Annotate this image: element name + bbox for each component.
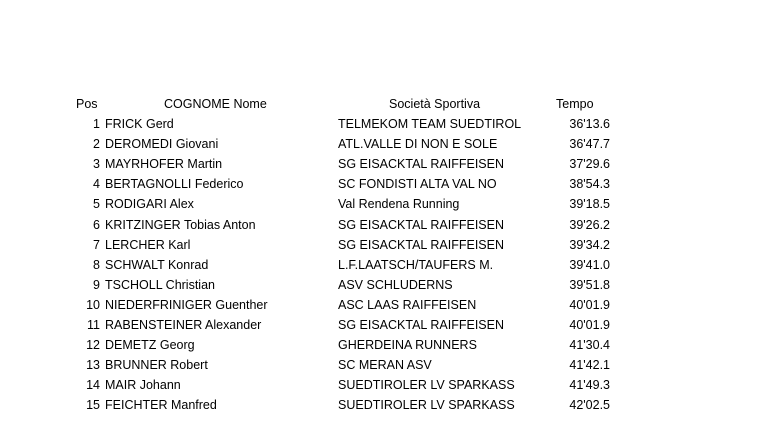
row-name: DEMETZ Georg bbox=[105, 338, 195, 353]
row-pos: 1 bbox=[93, 117, 100, 131]
row-club: L.F.LAATSCH/TAUFERS M. bbox=[338, 257, 494, 272]
row-pos: 12 bbox=[86, 338, 100, 353]
row-pos: 3 bbox=[93, 157, 100, 172]
row-club: GHERDEINA RUNNERS bbox=[338, 338, 477, 353]
row-club: SG EISACKTAL RAIFFEISEN bbox=[338, 318, 505, 332]
row-pos: 10 bbox=[86, 297, 100, 312]
table-row bbox=[0, 316, 768, 336]
row-club: SUEDTIROLER LV SPARKASS bbox=[338, 378, 515, 393]
table-row bbox=[0, 155, 768, 175]
row-name: FEICHTER Manfred bbox=[105, 398, 217, 413]
row-club: ATL.VALLE DI NON E SOLE bbox=[338, 137, 498, 152]
row-pos: 8 bbox=[93, 257, 100, 272]
row-name: FRICK Gerd bbox=[105, 117, 174, 131]
row-time: 39'41.0 bbox=[569, 257, 610, 272]
table-row bbox=[0, 376, 768, 396]
row-time: 37'29.6 bbox=[569, 157, 610, 172]
row-name: LERCHER Karl bbox=[105, 237, 191, 252]
row-name: BERTAGNOLLI Federico bbox=[105, 177, 244, 192]
table-row bbox=[0, 396, 768, 416]
row-club: ASV SCHLUDERNS bbox=[338, 277, 453, 292]
row-pos: 4 bbox=[93, 177, 100, 192]
table-row bbox=[0, 276, 768, 296]
row-time: 40'01.9 bbox=[569, 297, 610, 312]
row-time: 42'02.5 bbox=[569, 398, 610, 413]
table-header bbox=[0, 95, 768, 113]
row-time: 38'54.3 bbox=[569, 177, 610, 192]
row-time: 36'13.6 bbox=[569, 117, 610, 131]
row-pos: 5 bbox=[93, 197, 100, 212]
row-name: MAIR Johann bbox=[105, 378, 181, 393]
row-club: SG EISACKTAL RAIFFEISEN bbox=[338, 157, 505, 172]
table-row bbox=[0, 195, 768, 215]
row-club: ASC LAAS RAIFFEISEN bbox=[338, 297, 477, 312]
header-time: Tempo bbox=[556, 97, 594, 111]
row-pos: 6 bbox=[93, 217, 100, 232]
row-club: SG EISACKTAL RAIFFEISEN bbox=[338, 217, 505, 232]
row-pos: 7 bbox=[93, 237, 100, 252]
row-pos: 2 bbox=[93, 137, 100, 152]
row-time: 40'01.9 bbox=[569, 318, 610, 332]
header-pos: Pos bbox=[76, 97, 98, 111]
table-row bbox=[0, 135, 768, 155]
row-name: DEROMEDI Giovani bbox=[105, 137, 219, 152]
row-time: 39'26.2 bbox=[569, 217, 610, 232]
row-pos: 15 bbox=[86, 398, 100, 413]
row-pos: 13 bbox=[86, 358, 100, 373]
row-club: SC MERAN ASV bbox=[338, 358, 432, 373]
row-time: 41'42.1 bbox=[569, 358, 610, 373]
table-row bbox=[0, 296, 768, 316]
row-club: TELMEKOM TEAM SUEDTIROL bbox=[338, 117, 522, 131]
table-row bbox=[0, 356, 768, 376]
row-name: SCHWALT Konrad bbox=[105, 257, 209, 272]
row-club: SG EISACKTAL RAIFFEISEN bbox=[338, 237, 505, 252]
table-row bbox=[0, 115, 768, 135]
row-name: KRITZINGER Tobias Anton bbox=[105, 217, 256, 232]
row-club: SUEDTIROLER LV SPARKASS bbox=[338, 398, 515, 413]
row-pos: 9 bbox=[93, 277, 100, 292]
row-name: TSCHOLL Christian bbox=[105, 277, 215, 292]
table-row bbox=[0, 336, 768, 356]
table-row bbox=[0, 216, 768, 236]
row-name: NIEDERFRINIGER Guenther bbox=[105, 297, 268, 312]
row-name: BRUNNER Robert bbox=[105, 358, 208, 373]
table-row bbox=[0, 256, 768, 276]
table-row bbox=[0, 236, 768, 256]
row-time: 39'34.2 bbox=[569, 237, 610, 252]
table-row bbox=[0, 175, 768, 195]
row-time: 39'18.5 bbox=[569, 197, 610, 212]
row-pos: 11 bbox=[87, 318, 100, 332]
row-pos: 14 bbox=[86, 378, 100, 393]
header-name: COGNOME Nome bbox=[164, 97, 267, 111]
header-club: Società Sportiva bbox=[389, 97, 481, 111]
row-name: MAYRHOFER Martin bbox=[105, 157, 223, 172]
row-name: RODIGARI Alex bbox=[105, 197, 194, 212]
row-club: SC FONDISTI ALTA VAL NO bbox=[338, 177, 497, 192]
row-name: RABENSTEINER Alexander bbox=[105, 318, 262, 332]
row-time: 36'47.7 bbox=[569, 137, 610, 152]
row-time: 39'51.8 bbox=[569, 277, 610, 292]
row-time: 41'30.4 bbox=[569, 338, 610, 353]
row-club: Val Rendena Running bbox=[338, 197, 460, 212]
row-time: 41'49.3 bbox=[569, 378, 610, 393]
